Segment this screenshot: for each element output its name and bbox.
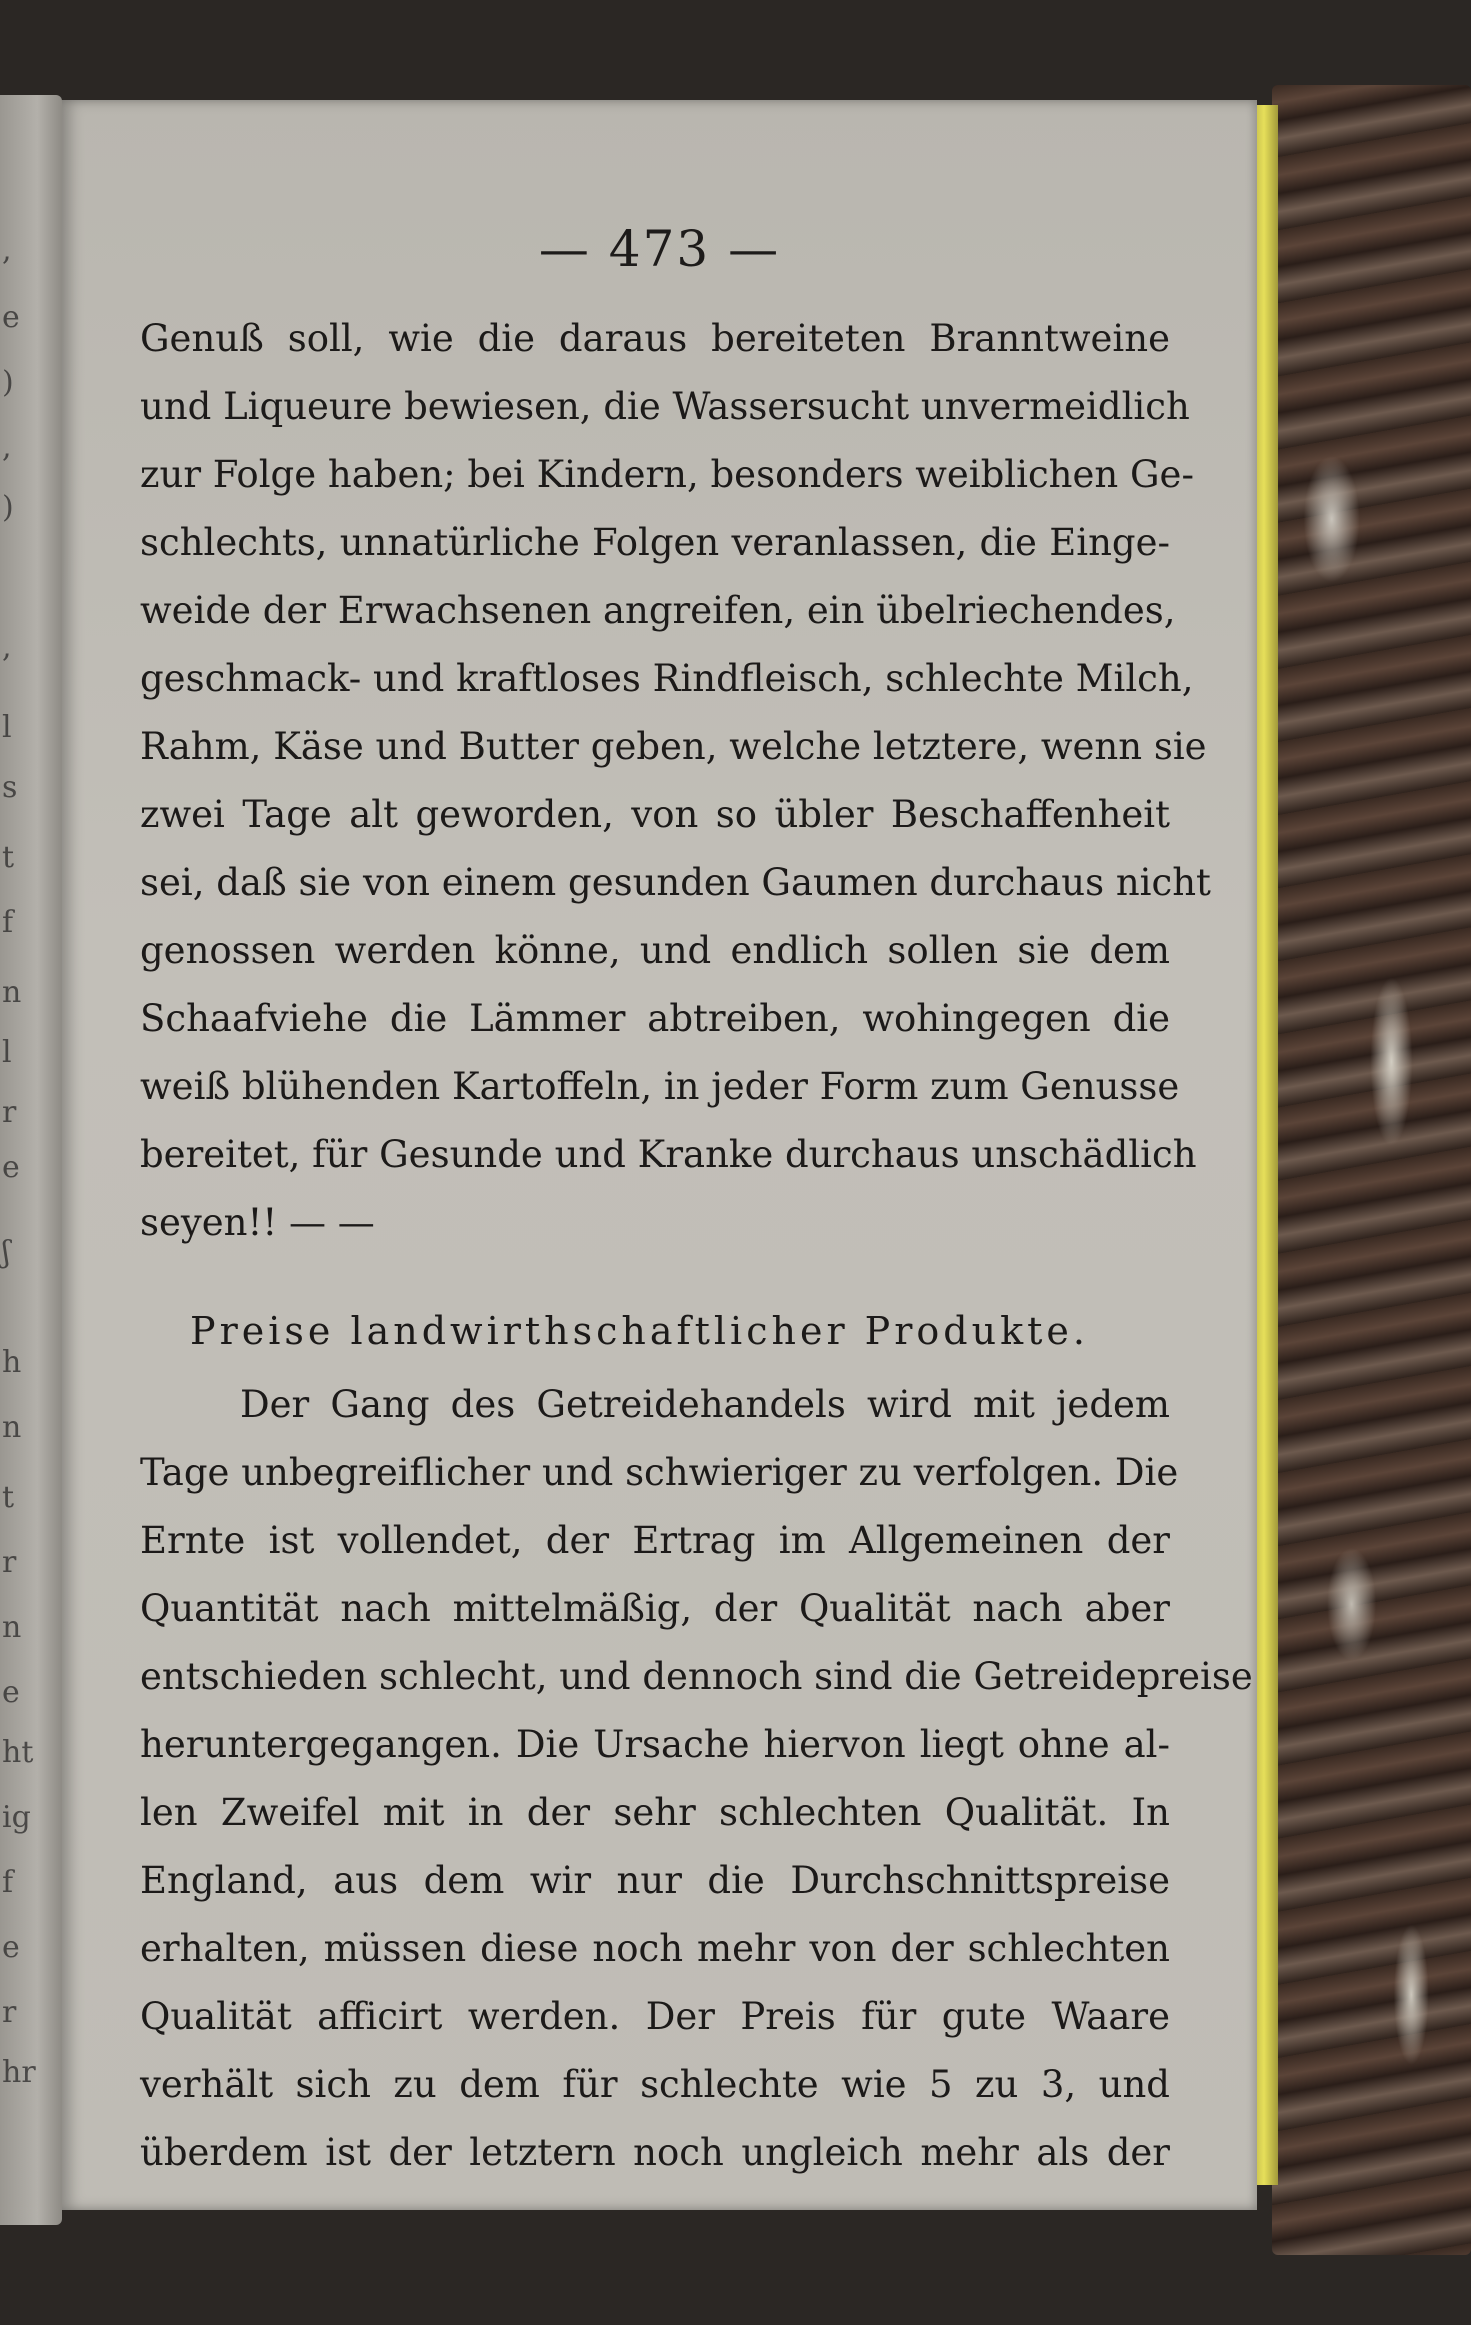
left-fragment: hr <box>2 2055 36 2090</box>
text-line: seyen!! — — <box>140 1201 375 1244</box>
text-line: zur Folge haben; bei Kindern, besonders weiblichen Ge- <box>140 453 1194 496</box>
page-text <box>140 305 1253 2187</box>
left-fragment: ht <box>2 1735 34 1770</box>
text-line: Qualität afficirt werden. Der Preis für gute Waare <box>140 1995 1170 2038</box>
left-fragment: ) <box>2 490 14 525</box>
left-fragment: , <box>2 430 12 465</box>
left-fragment: n <box>2 975 22 1010</box>
left-fragment: , <box>2 630 12 665</box>
text-line: Rahm, Käse und Butter geben, welche letztere, wenn sie <box>140 725 1207 768</box>
text-line: Tage unbegreiflicher und schwieriger zu verfolgen. Die <box>140 1451 1179 1494</box>
left-fragment: n <box>2 1410 22 1445</box>
left-fragment: e <box>2 1150 20 1185</box>
left-fragment: ) <box>2 365 14 400</box>
left-fragment: , <box>2 233 12 268</box>
text-line: Genuß soll, wie die daraus bereiteten Branntweine <box>140 317 1170 360</box>
text-line: weide der Erwachsenen angreifen, ein übelriechendes, <box>140 589 1176 632</box>
text-line: schlechts, unnatürliche Folgen veranlassen, die Einge- <box>140 521 1170 564</box>
left-fragment: s <box>2 770 18 805</box>
left-fragment: r <box>2 1995 17 2030</box>
text-line: erhalten, müssen diese noch mehr von der schlechten <box>140 1927 1170 1970</box>
left-fragment: h <box>2 1345 22 1380</box>
left-fragment: ʃ <box>2 1235 11 1270</box>
text-line: Der Gang des Getreidehandels wird mit jedem <box>240 1383 1170 1426</box>
section-heading: Preise landwirthschaftlicher Produkte. <box>190 1309 1089 1353</box>
text-line: überdem ist der letztern noch ungleich mehr als der <box>140 2131 1170 2174</box>
left-fragment: t <box>2 1480 15 1515</box>
text-line: und Liqueure bewiesen, die Wassersucht unvermeidlich <box>140 385 1190 428</box>
left-fragment: n <box>2 1610 22 1645</box>
text-line: Ernte ist vollendet, der Ertrag im Allgemeinen der <box>140 1519 1170 1562</box>
text-line: entschieden schlecht, und dennoch sind die Getreidepreise <box>140 1655 1253 1698</box>
left-fragment: f <box>2 905 14 940</box>
text-line: England, aus dem wir nur die Durchschnittspreise <box>140 1859 1170 1902</box>
left-fragment: r <box>2 1095 17 1130</box>
text-line: genossen werden könne, und endlich sollen sie dem <box>140 929 1170 972</box>
text-line: Quantität nach mittelmäßig, der Qualität nach aber <box>140 1587 1170 1630</box>
text-line: weiß blühenden Kartoffeln, in jeder Form zum Genusse <box>140 1065 1180 1108</box>
text-line: Schaafviehe die Lämmer abtreiben, wohingegen die <box>140 997 1170 1040</box>
left-fragment: l <box>2 710 12 745</box>
left-fragment: e <box>2 1930 20 1965</box>
text-line: sei, daß sie von einem gesunden Gaumen durchaus nicht <box>140 861 1211 904</box>
text-line: geschmack- und kraftloses Rindfleisch, schlechte Milch, <box>140 657 1194 700</box>
text-line: zwei Tage alt geworden, von so übler Beschaffenheit <box>140 793 1170 836</box>
left-fragment: e <box>2 1675 20 1710</box>
left-fragment: f <box>2 1865 14 1900</box>
text-line: len Zweifel mit in der sehr schlechten Qualität. In <box>140 1791 1170 1834</box>
left-fragment: t <box>2 840 15 875</box>
marbled-book-edge <box>1272 85 1471 2255</box>
text-line: verhält sich zu dem für schlechte wie 5 zu 3, und <box>140 2063 1170 2106</box>
book-page <box>62 100 1257 2210</box>
adjacent-page-edge <box>0 95 62 2225</box>
left-fragment: r <box>2 1545 17 1580</box>
left-fragment: l <box>2 1035 12 1070</box>
page-number: — 473 — <box>538 220 781 278</box>
left-fragment: e <box>2 300 20 335</box>
text-line: heruntergegangen. Die Ursache hiervon liegt ohne al- <box>140 1723 1170 1766</box>
text-line: bereitet, für Gesunde und Kranke durchaus unschädlich <box>140 1133 1197 1176</box>
left-fragment: ig <box>2 1800 31 1835</box>
